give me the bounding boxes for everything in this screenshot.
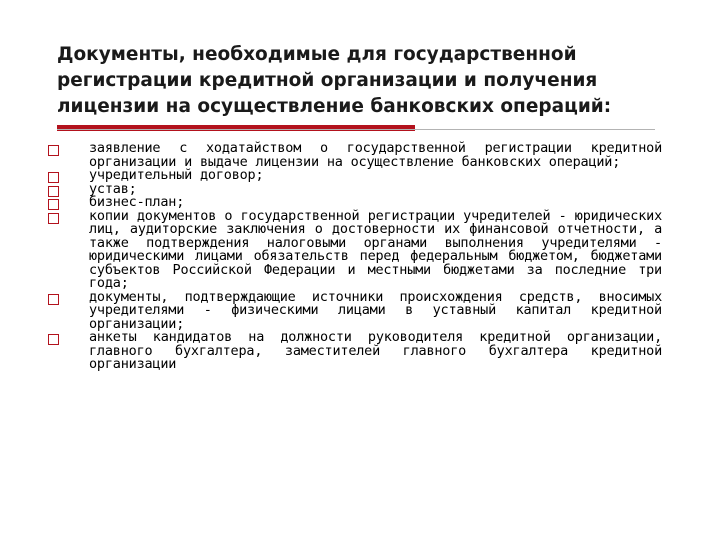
list-item: [48, 169, 662, 183]
list-item-text: учредительный договор;: [89, 167, 264, 183]
hollow-square-icon: [48, 186, 59, 197]
slide-title: Документы, необходимые для государственной регистрации кредитной организации и получения лицензии на осуществление банковских операций:: [57, 44, 612, 117]
list-item-text: устав;: [89, 180, 137, 197]
list-item: [48, 142, 662, 169]
hollow-square-icon: [48, 213, 59, 224]
hollow-square-icon: [48, 172, 59, 183]
hollow-square-icon: [48, 334, 59, 345]
title-accent-bar: [57, 125, 415, 131]
list-item-text: анкеты кандидатов на должности руководителя кредитной организации, главного бухгалтера, заместителей главного бухгалтера кредитной организации: [89, 329, 662, 372]
list-item: [48, 288, 662, 332]
hollow-square-icon: [48, 294, 59, 305]
list-item-text: документы, подтверждающие источники происхождения средств, вносимых учредителями - физическими лицами в уставный капитал кредитной организации;: [89, 288, 662, 332]
title-divider: [57, 129, 655, 130]
list-item-text: заявление с ходатайством о государственной регистрации кредитной организации и выдаче лицензии на осуществление банковских операций;: [89, 140, 662, 170]
list-item: [48, 207, 662, 291]
document-list: [48, 142, 662, 372]
list-item-text: копии документов о государственной регистрации учредителей - юридических лиц, аудиторские заключения о достоверности их финансовой отчетности, а также подтверждения налоговыми органами выполнения учредителями - юридическими лицами обязательств перед федеральным бюджетом, бюджетами субъектов Российской Федерации и местными бюджетами за последние три года;: [89, 207, 662, 291]
list-item-text: бизнес-план;: [89, 194, 185, 210]
hollow-square-icon: [48, 145, 59, 156]
list-item: [48, 331, 662, 372]
hollow-square-icon: [48, 199, 59, 210]
